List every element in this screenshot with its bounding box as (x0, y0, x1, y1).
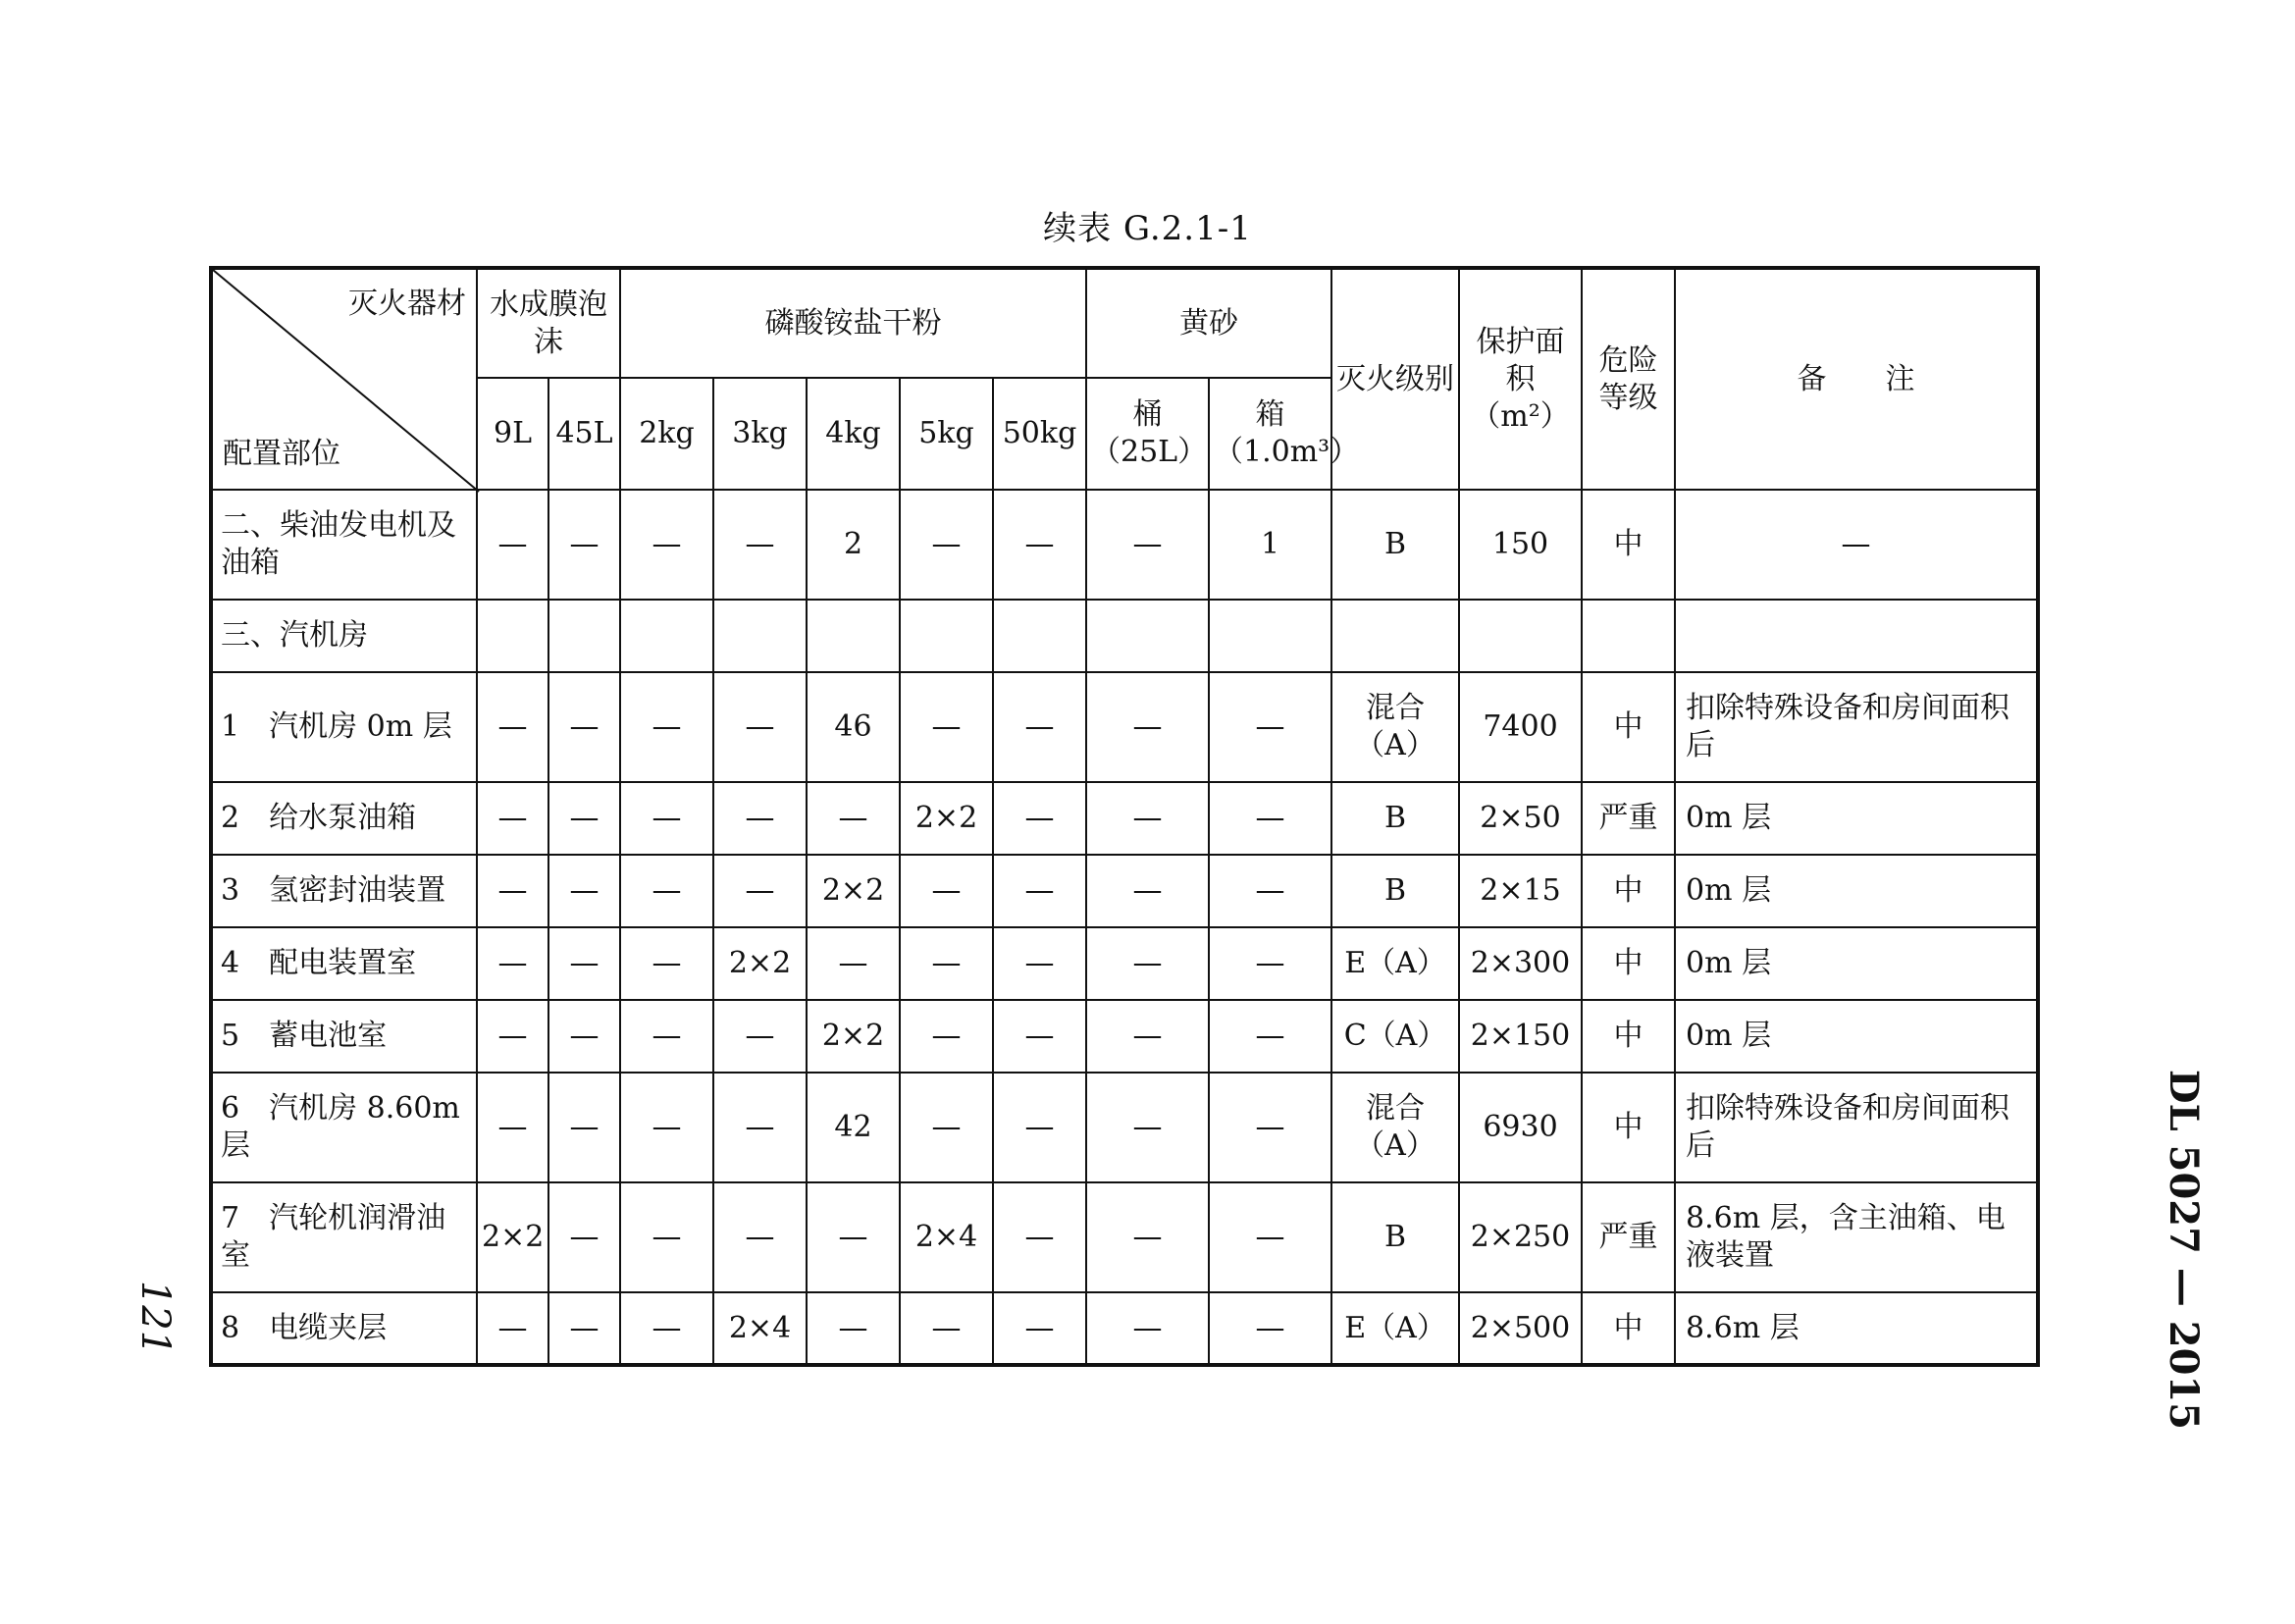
table-row (211, 600, 2038, 672)
standard-code: DL 5027 — 2015 (2161, 1069, 2208, 1431)
table-caption: 续表 G.2.1-1 (1043, 209, 1252, 248)
col-45l: 45L (548, 378, 620, 490)
table-row (211, 1000, 2038, 1073)
table-cell: — (713, 1000, 807, 1073)
table-cell: — (993, 1292, 1086, 1365)
table-cell: 中 (1582, 490, 1675, 600)
table-cell: — (548, 1292, 620, 1365)
table-cell (1086, 600, 1209, 672)
remark-cell (1675, 600, 2038, 672)
table-cell: — (1209, 1292, 1331, 1365)
table-cell: — (900, 490, 993, 600)
page-number: 121 (132, 1280, 179, 1356)
table-cell: — (713, 782, 807, 855)
table-row (211, 672, 2038, 782)
table-cell (1331, 600, 1459, 672)
col-4kg: 4kg (807, 378, 900, 490)
table-cell: — (993, 927, 1086, 1000)
table-cell: 1 (1209, 490, 1331, 600)
table-cell: — (1209, 672, 1331, 782)
table-cell: — (1086, 855, 1209, 927)
table-cell: — (1086, 1073, 1209, 1182)
table-cell: — (477, 1292, 548, 1365)
table-cell: 中 (1582, 1000, 1675, 1073)
table-cell (807, 600, 900, 672)
table-cell: — (477, 855, 548, 927)
table-cell (1209, 600, 1331, 672)
table-row (211, 1073, 2038, 1182)
diag-bottom-label: 配置部位 (223, 437, 340, 471)
table-cell: 严重 (1582, 782, 1675, 855)
col-5kg: 5kg (900, 378, 993, 490)
table-cell (993, 600, 1086, 672)
table-cell: E（A） (1331, 1292, 1459, 1365)
table-cell (548, 600, 620, 672)
table-cell: 中 (1582, 672, 1675, 782)
table-cell: — (1086, 782, 1209, 855)
remark-cell: 0m 层 (1675, 927, 2038, 1000)
hazard-header: 危险等级 (1582, 268, 1675, 490)
table-cell: — (807, 1292, 900, 1365)
table-cell: — (620, 672, 713, 782)
table-cell: 2 (807, 490, 900, 600)
table-cell: — (548, 1073, 620, 1182)
col-sand-box: 箱（1.0m³） (1209, 378, 1331, 490)
table-cell: — (1209, 1000, 1331, 1073)
remark-cell: 0m 层 (1675, 782, 2038, 855)
table-cell: 2×2 (807, 1000, 900, 1073)
table-cell (1582, 600, 1675, 672)
table-cell: 2×150 (1459, 1000, 1582, 1073)
table-cell: — (548, 927, 620, 1000)
table-cell: — (807, 927, 900, 1000)
table-cell (1459, 600, 1582, 672)
table-cell: — (477, 782, 548, 855)
table-cell: — (993, 1000, 1086, 1073)
table-cell: — (548, 855, 620, 927)
table-cell: — (548, 490, 620, 600)
table-cell: — (993, 490, 1086, 600)
table-cell: B (1331, 490, 1459, 600)
remark-cell: 8.6m 层 (1675, 1292, 2038, 1365)
table-cell: 中 (1582, 1073, 1675, 1182)
diagonal-header-cell (211, 268, 477, 490)
table-cell: — (1209, 1182, 1331, 1292)
table-cell: 2×2 (807, 855, 900, 927)
table-cell: — (900, 1292, 993, 1365)
diag-top-label: 灭火器材 (348, 287, 466, 321)
table-container (209, 266, 2040, 1367)
table-cell: 2×500 (1459, 1292, 1582, 1365)
table-cell: — (620, 1292, 713, 1365)
row-label: 三、汽机房 (211, 600, 477, 672)
table-cell: — (548, 1182, 620, 1292)
sand-group-header: 黄砂 (1086, 268, 1331, 378)
table-row (211, 855, 2038, 927)
row-label: 2 给水泵油箱 (211, 782, 477, 855)
table-cell (620, 600, 713, 672)
table-cell: 2×300 (1459, 927, 1582, 1000)
table-cell: — (1086, 927, 1209, 1000)
table-cell: — (900, 1000, 993, 1073)
table-cell (477, 600, 548, 672)
row-label: 5 蓄电池室 (211, 1000, 477, 1073)
row-label: 3 氢密封油装置 (211, 855, 477, 927)
table-row (211, 1292, 2038, 1365)
table-cell: 2×4 (900, 1182, 993, 1292)
remark-cell: 8.6m 层，含主油箱、电液装置 (1675, 1182, 2038, 1292)
table-cell: 2×2 (713, 927, 807, 1000)
row-label: 7 汽轮机润滑油室 (211, 1182, 477, 1292)
table-cell: — (900, 855, 993, 927)
table-cell: — (993, 855, 1086, 927)
table-cell: — (713, 855, 807, 927)
table-cell: — (620, 490, 713, 600)
table-cell: 2×15 (1459, 855, 1582, 927)
table-row (211, 1182, 2038, 1292)
remark-header: 备 注 (1675, 268, 2038, 490)
table-cell: 46 (807, 672, 900, 782)
table-cell: 严重 (1582, 1182, 1675, 1292)
powder-group-header: 磷酸铵盐干粉 (620, 268, 1086, 378)
table-body (211, 490, 2038, 1365)
table-cell: — (477, 1000, 548, 1073)
table-cell: — (900, 672, 993, 782)
table-cell: B (1331, 782, 1459, 855)
row-label: 4 配电装置室 (211, 927, 477, 1000)
table-cell: — (477, 490, 548, 600)
col-2kg: 2kg (620, 378, 713, 490)
table-cell: — (713, 490, 807, 600)
table-cell: — (477, 927, 548, 1000)
col-9l: 9L (477, 378, 548, 490)
table-row (211, 927, 2038, 1000)
table-cell: E（A） (1331, 927, 1459, 1000)
col-sand-bucket: 桶（25L） (1086, 378, 1209, 490)
remark-cell: 0m 层 (1675, 855, 2038, 927)
table-cell: B (1331, 1182, 1459, 1292)
extinguisher-table (209, 266, 2040, 1367)
table-row (211, 782, 2038, 855)
remark-cell: 0m 层 (1675, 1000, 2038, 1073)
table-cell: 7400 (1459, 672, 1582, 782)
table-cell: — (807, 782, 900, 855)
table-cell: — (1209, 855, 1331, 927)
table-cell: — (900, 1073, 993, 1182)
table-cell: — (1086, 1182, 1209, 1292)
table-cell: — (620, 1000, 713, 1073)
table-cell: — (713, 1182, 807, 1292)
table-cell: — (477, 1073, 548, 1182)
table-cell: 混合（A） (1331, 1073, 1459, 1182)
table-cell: — (993, 1182, 1086, 1292)
table-cell: — (620, 855, 713, 927)
remark-cell: 扣除特殊设备和房间面积后 (1675, 672, 2038, 782)
table-cell: — (1086, 1000, 1209, 1073)
table-cell: — (1209, 927, 1331, 1000)
table-cell: — (620, 782, 713, 855)
table-cell: — (548, 672, 620, 782)
table-cell: — (807, 1182, 900, 1292)
table-cell: 中 (1582, 1292, 1675, 1365)
table-cell: 6930 (1459, 1073, 1582, 1182)
table-cell: 150 (1459, 490, 1582, 600)
table-cell: — (993, 672, 1086, 782)
table-cell: — (1209, 782, 1331, 855)
fire-class-header: 灭火级别 (1331, 268, 1459, 490)
table-cell: — (548, 782, 620, 855)
table-cell: 2×250 (1459, 1182, 1582, 1292)
row-label: 6 汽机房 8.60m 层 (211, 1073, 477, 1182)
table-cell (713, 600, 807, 672)
table-cell: — (900, 927, 993, 1000)
remark-cell: 扣除特殊设备和房间面积后 (1675, 1073, 2038, 1182)
table-cell: 中 (1582, 855, 1675, 927)
row-label: 二、柴油发电机及油箱 (211, 490, 477, 600)
table-cell: — (1209, 1073, 1331, 1182)
table-cell (900, 600, 993, 672)
table-cell: — (1086, 1292, 1209, 1365)
table-cell: — (548, 1000, 620, 1073)
table-cell: — (993, 1073, 1086, 1182)
table-cell: 2×2 (477, 1182, 548, 1292)
table-cell: — (713, 672, 807, 782)
table-cell: 混合（A） (1331, 672, 1459, 782)
table-cell: — (713, 1073, 807, 1182)
row-label: 1 汽机房 0m 层 (211, 672, 477, 782)
table-cell: — (1086, 490, 1209, 600)
remark-cell: — (1675, 490, 2038, 600)
table-cell: — (477, 672, 548, 782)
col-3kg: 3kg (713, 378, 807, 490)
table-cell: 中 (1582, 927, 1675, 1000)
foam-group-header: 水成膜泡沫 (477, 268, 620, 378)
table-cell: 2×50 (1459, 782, 1582, 855)
table-cell: 42 (807, 1073, 900, 1182)
table-row (211, 490, 2038, 600)
table-cell: C（A） (1331, 1000, 1459, 1073)
row-label: 8 电缆夹层 (211, 1292, 477, 1365)
protect-area-header: 保护面积（m²） (1459, 268, 1582, 490)
col-50kg: 50kg (993, 378, 1086, 490)
table-cell: — (620, 1182, 713, 1292)
table-cell: B (1331, 855, 1459, 927)
table-cell: — (620, 1073, 713, 1182)
table-cell: — (993, 782, 1086, 855)
table-cell: 2×2 (900, 782, 993, 855)
table-cell: — (1086, 672, 1209, 782)
table-cell: 2×4 (713, 1292, 807, 1365)
table-cell: — (620, 927, 713, 1000)
